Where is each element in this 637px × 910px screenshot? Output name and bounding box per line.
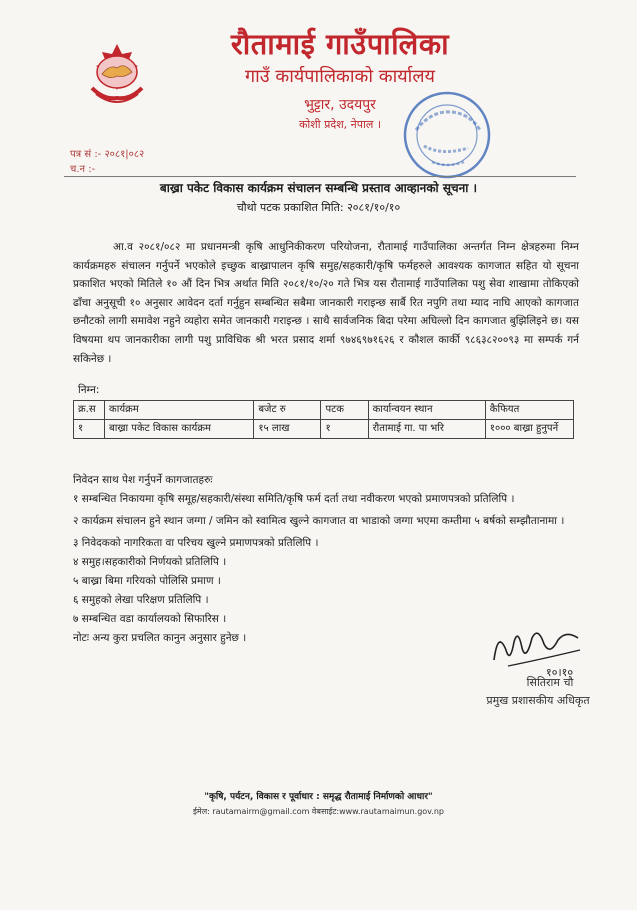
signatory-title: प्रमुख प्रशासकीय अधिकृत xyxy=(486,694,590,707)
notice-title: बाख्रा पकेट विकास कार्यक्रम संचालन सम्बन्धि प्रस्ताव आव्हानको सूचना । xyxy=(159,181,478,195)
list-item: ७ सम्बन्धित वडा कार्यालयको सिफारिस । xyxy=(73,613,227,625)
handwritten-signature xyxy=(488,620,588,680)
notice-body-text: आ.व २०८१/०८२ मा प्रधानमन्त्री कृषि आधुनिकीकरण परियोजना, रौतामाई गाउँपालिका अन्तर्गत निम्न क्षेत्रहरुमा निम्न कार्यक्रमहरु संचालन गर्नुपर्ने भएकोले इच्छुक बाख्रापालन कृषि समुह/सहकारी/कृषि फर्महरुले आवश्यक कागजात सहित यो सूचना प्रकाशित भएको मितिले १० औं दिन भित्र अर्थात मिति २०८१/१०/२० गते भित्र यस रौतामाई गाउँपालिका पशु सेवा शाखामा तोकिएको ढाँचा अनुसूची १० अनुसार आवेदन दर्ता गर्नुहुन सम्बन्धित सबैमा जानकारी गराइन्छ सार्बै रित नपुगि तथा म्याद नाघि आएको कागजात छनौटको लागी समावेश नहुने व्यहोरा समेत जानकारी गराइन्छ । साथै सार्वजनिक बिदा परेमा अघिल्लो दिन कागजात बुझिलिइने छ। यस विषयमा थप जानकारीका लागी पशु प्राविधिक श्री भरत प्रसाद शर्मा ९७४६९७१६२६ र कौशल कार्की ९८६३८२००९३ मा सम्पर्क गर्न सकिनेछ । xyxy=(73,241,579,365)
office-province: कोशी प्रदेश, नेपाल । xyxy=(298,118,382,131)
office-address: भुट्टार, उदयपुर xyxy=(304,97,376,113)
list-item: ५ बाख्रा बिमा गरियको पोलिसि प्रमाण । xyxy=(73,575,221,587)
signature-date: १०।१० xyxy=(546,666,574,679)
table-header-cell: कार्यक्रम xyxy=(105,401,254,420)
list-item: ४ समुह।सहकारीको निर्णयको प्रतिलिपि । xyxy=(73,556,227,568)
signatory-name: सितिराम चौ xyxy=(526,676,574,689)
table-header-cell: बजेट रु xyxy=(254,401,321,420)
office-name: गाउँ कार्यपालिकाको कार्यालय xyxy=(245,66,435,87)
header-divider xyxy=(64,176,576,177)
office-seal-stamp xyxy=(402,90,492,180)
list-item: ३ निवेदकको नागरिकता वा परिचय खुल्ने प्रमाणपत्रको प्रतिलिपि । xyxy=(73,537,319,549)
table-header-cell: पटक xyxy=(321,401,368,420)
list-item: १ सम्बन्धित निकायमा कृषि समूह/सहकारी/संस्था समिति/कृषि फर्म दर्ता तथा नवीकरण भएको प्रमाणपत्रको प्रतिलिपि । xyxy=(73,493,515,505)
program-table xyxy=(73,400,574,439)
nepal-emblem-logo xyxy=(84,38,150,108)
dispatch-number: च.न :- xyxy=(70,164,96,175)
table-cell: १ xyxy=(321,420,368,439)
list-item: २ कार्यक्रम संचालन हुने स्थान जग्गा / जमिन को स्वामित्व खुल्ने कागजात वा भाडाको जग्गा भएमा कम्तीमा ५ बर्षको सम्झौतानामा । xyxy=(73,515,565,527)
table-header-row xyxy=(74,401,574,420)
list-label: निम्न: xyxy=(78,384,100,396)
footer-motto: "कृषि, पर्यटन, विकास र पूर्वाधार : समृद्ध रौतामाई निर्माणको आधार" xyxy=(204,792,433,802)
table-row xyxy=(74,420,574,439)
notice-publish-date: चौथो पटक प्रकाशित मिति: २०८१/१०/१० xyxy=(236,201,401,214)
notice-body xyxy=(73,238,579,368)
table-cell: १ xyxy=(74,420,105,439)
footer-contact: ईमेल: rautamairm@gmail.com वेबसाईट:www.rautamaimun.gov.np xyxy=(193,807,444,816)
note-item: नोटः अन्य कुरा प्रचलित कानुन अनुसार हुनेछ । xyxy=(73,632,247,644)
table-cell: १००० बाख्रा हुनुपर्ने xyxy=(485,420,573,439)
documents-heading: निवेदन साथ पेश गर्नुपर्ने कागजातहरुः xyxy=(73,474,213,486)
table-cell: १५ लाख xyxy=(254,420,321,439)
letter-number: पत्र सं :- २०८१|०८२ xyxy=(70,149,145,160)
table-header-cell: कार्यान्वयन स्थान xyxy=(368,401,485,420)
list-item: ६ समुहको लेखा परिक्षण प्रतिलिपि । xyxy=(73,594,209,606)
table-cell: रौतामाई गा. पा भरि xyxy=(368,420,485,439)
table-header-cell: कैफियत xyxy=(485,401,573,420)
table-cell: बाख्रा पकेट विकास कार्यक्रम xyxy=(105,420,254,439)
table-header-cell: क्र.स xyxy=(74,401,105,420)
municipality-name: रौतामाई गाउँपालिका xyxy=(230,27,450,61)
